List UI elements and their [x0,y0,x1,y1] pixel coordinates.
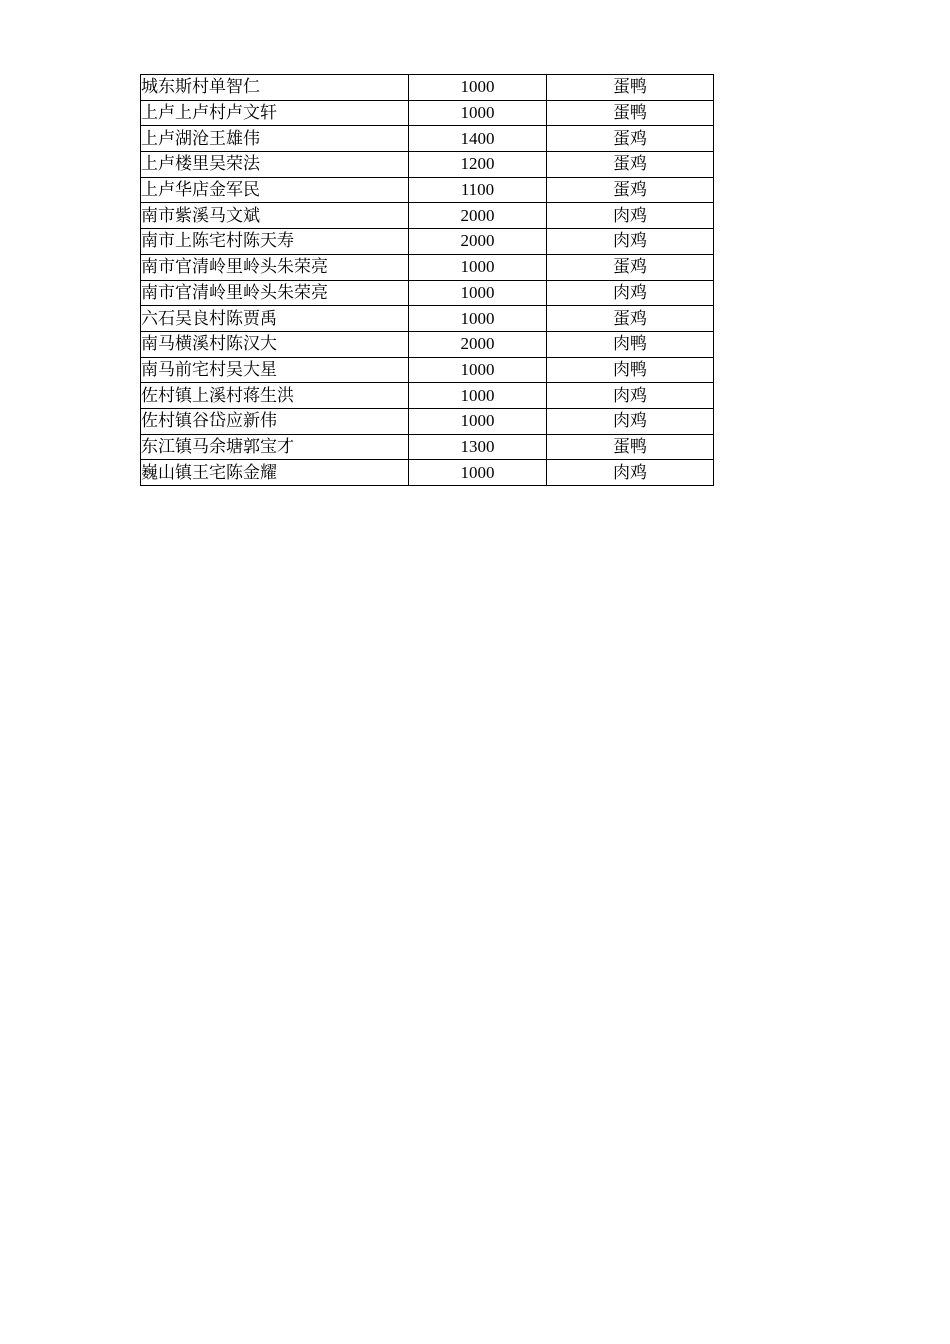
table-row [141,100,714,126]
table-row [141,229,714,255]
type-cell: 蛋鸡 [547,177,714,203]
table-row [141,460,714,486]
quantity-cell: 1000 [409,100,547,126]
quantity-cell: 1000 [409,357,547,383]
name-cell: 上卢湖沧王雄伟 [141,126,409,152]
name-cell: 城东斯村单智仁 [141,75,409,101]
type-cell: 肉鸡 [547,203,714,229]
name-cell: 南市官清岭里岭头朱荣亮 [141,254,409,280]
quantity-cell: 1000 [409,383,547,409]
table-row [141,306,714,332]
table-row [141,408,714,434]
quantity-cell: 2000 [409,203,547,229]
type-cell: 蛋鸡 [547,254,714,280]
quantity-cell: 1400 [409,126,547,152]
quantity-cell: 1000 [409,280,547,306]
table-row [141,280,714,306]
table-row [141,331,714,357]
table-row [141,126,714,152]
name-cell: 巍山镇王宅陈金耀 [141,460,409,486]
quantity-cell: 1000 [409,408,547,434]
quantity-cell: 1200 [409,152,547,178]
type-cell: 肉鸭 [547,357,714,383]
table-row [141,177,714,203]
name-cell: 佐村镇上溪村蒋生洪 [141,383,409,409]
name-cell: 南市官清岭里岭头朱荣亮 [141,280,409,306]
table-row [141,75,714,101]
type-cell: 蛋鸭 [547,100,714,126]
table-row [141,203,714,229]
table-row [141,357,714,383]
table-row [141,254,714,280]
type-cell: 蛋鸡 [547,126,714,152]
quantity-cell: 2000 [409,331,547,357]
name-cell: 佐村镇谷岱应新伟 [141,408,409,434]
type-cell: 肉鸡 [547,460,714,486]
quantity-cell: 1000 [409,254,547,280]
name-cell: 上卢上卢村卢文轩 [141,100,409,126]
type-cell: 肉鸡 [547,229,714,255]
farm-table [140,74,714,486]
name-cell: 南马前宅村吴大星 [141,357,409,383]
name-cell: 上卢楼里吴荣法 [141,152,409,178]
type-cell: 蛋鸭 [547,75,714,101]
quantity-cell: 1000 [409,75,547,101]
type-cell: 肉鸡 [547,408,714,434]
quantity-cell: 1000 [409,306,547,332]
quantity-cell: 1100 [409,177,547,203]
table-body [141,75,714,486]
table-row [141,434,714,460]
type-cell: 肉鸡 [547,280,714,306]
name-cell: 南市紫溪马文斌 [141,203,409,229]
name-cell: 南市上陈宅村陈天寿 [141,229,409,255]
type-cell: 蛋鸭 [547,434,714,460]
quantity-cell: 1300 [409,434,547,460]
name-cell: 六石吴良村陈贾禹 [141,306,409,332]
quantity-cell: 1000 [409,460,547,486]
table-row [141,383,714,409]
table-row [141,152,714,178]
quantity-cell: 2000 [409,229,547,255]
type-cell: 蛋鸡 [547,306,714,332]
type-cell: 肉鸭 [547,331,714,357]
name-cell: 东江镇马余塘郭宝才 [141,434,409,460]
name-cell: 南马横溪村陈汉大 [141,331,409,357]
type-cell: 蛋鸡 [547,152,714,178]
name-cell: 上卢华店金军民 [141,177,409,203]
type-cell: 肉鸡 [547,383,714,409]
